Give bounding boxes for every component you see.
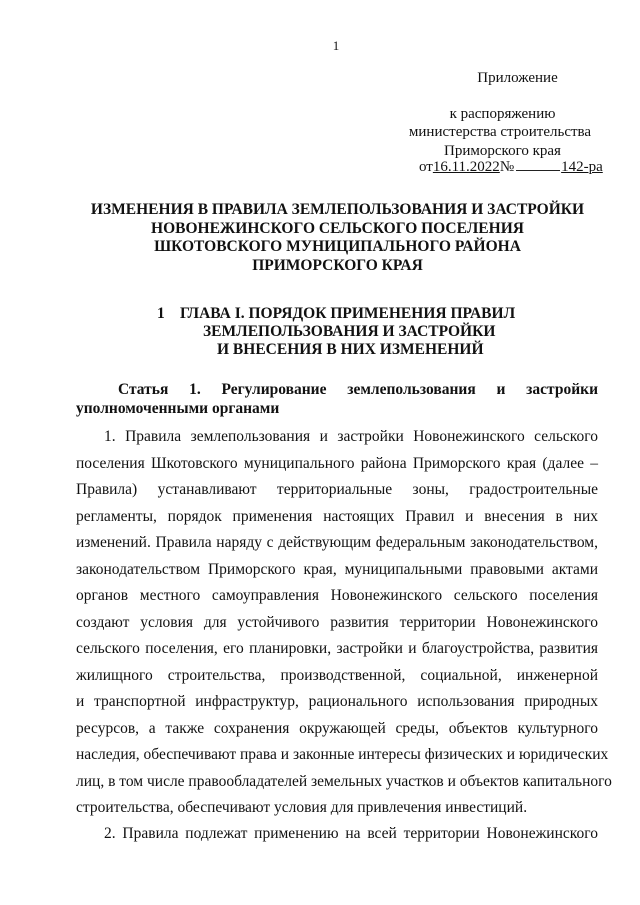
from-label: от [419, 159, 433, 175]
paragraph-line: законодательством Приморского края, муниципальными правовыми актами [76, 560, 598, 578]
paragraph-line: строительства, обеспечивают условия для привлечения инвестиций. [76, 799, 528, 816]
article-heading-line-2: уполномоченными органами [76, 400, 280, 417]
article-word: 1. [189, 381, 201, 398]
paragraph-line: ресурсов, а также сохранения окружающей среды, объектов культурного [76, 719, 598, 737]
appendix-date: 16.11.2022 [432, 159, 500, 175]
appendix-line-1: к распоряжению [449, 106, 556, 122]
article-word: застройки [526, 381, 598, 398]
title-line: ШКОТОВСКОГО МУНИЦИПАЛЬНОГО РАЙОНА [154, 238, 521, 255]
article-heading [118, 381, 598, 400]
paragraph-line: наследия, обеспечивают права и законные интересы физических и юридических [76, 746, 609, 763]
page-number: 1 [332, 38, 340, 53]
appendix-line-3: Приморского края [444, 143, 561, 159]
number-underline [516, 158, 560, 171]
article-word: Регулирование [221, 381, 327, 398]
appendix-line-2: министерства строительства [408, 124, 592, 140]
paragraph-line: сельского поселения, его планировки, застройки и благоустройства, развития [76, 640, 598, 657]
paragraph-1 [76, 424, 612, 822]
article-word: Статья [118, 381, 169, 398]
paragraph-2 [76, 821, 598, 848]
paragraph-line: создают условия для устойчивого развития территории Новонежинского [76, 613, 598, 631]
paragraph-line: поселения Шкотовского муниципального района Приморского края (далее – [76, 454, 598, 472]
chapter-heading-line: ЗЕМЛЕПОЛЬЗОВАНИЯ И ЗАСТРОЙКИ [203, 323, 496, 340]
number-sign: № [499, 159, 515, 175]
article-word: и [496, 381, 506, 398]
paragraph-line: 1. Правила землепользования и застройки Новонежинского сельского [104, 428, 598, 445]
appendix-number: 142-ра [561, 159, 603, 175]
paragraph-line: органов местного самоуправления Новонежинского сельского поселения [76, 587, 598, 604]
paragraph-line: и транспортной инфраструктур, рационального использования природных [76, 693, 598, 710]
paragraph-line: Правила) устанавливают территориальные зоны, градостроительные [76, 481, 598, 498]
appendix-title: Приложение [477, 70, 558, 86]
title-line: ИЗМЕНЕНИЯ В ПРАВИЛА ЗЕМЛЕПОЛЬЗОВАНИЯ И ЗАСТРОЙКИ [90, 201, 585, 218]
paragraph-line: изменений. Правила наряду с действующим федеральным законодательством, [76, 534, 598, 551]
article-word: землепользования [347, 381, 476, 398]
paragraph-line: жилищного строительства, производственной, социальной, инженерной [76, 666, 598, 684]
chapter-heading-line: И ВНЕСЕНИЯ В НИХ ИЗМЕНЕНИЙ [217, 341, 484, 358]
title-line: НОВОНЕЖИНСКОГО СЕЛЬСКОГО ПОСЕЛЕНИЯ [151, 219, 524, 237]
chapter-number: 1 [157, 305, 165, 322]
paragraph-line: регламенты, порядок применения настоящих Правил и внесения в них [76, 507, 598, 525]
chapter-heading-line: ГЛАВА I. ПОРЯДОК ПРИМЕНЕНИЯ ПРАВИЛ [180, 305, 516, 322]
title-line: ПРИМОРСКОГО КРАЯ [252, 256, 423, 274]
appendix-date-number [419, 158, 603, 176]
paragraph-line: 2. Правила подлежат применению на всей территории Новонежинского [104, 825, 598, 842]
paragraph-line: лиц, в том числе правообладателей земельных участков и объектов капитального [76, 772, 612, 790]
document-title [60, 201, 615, 275]
